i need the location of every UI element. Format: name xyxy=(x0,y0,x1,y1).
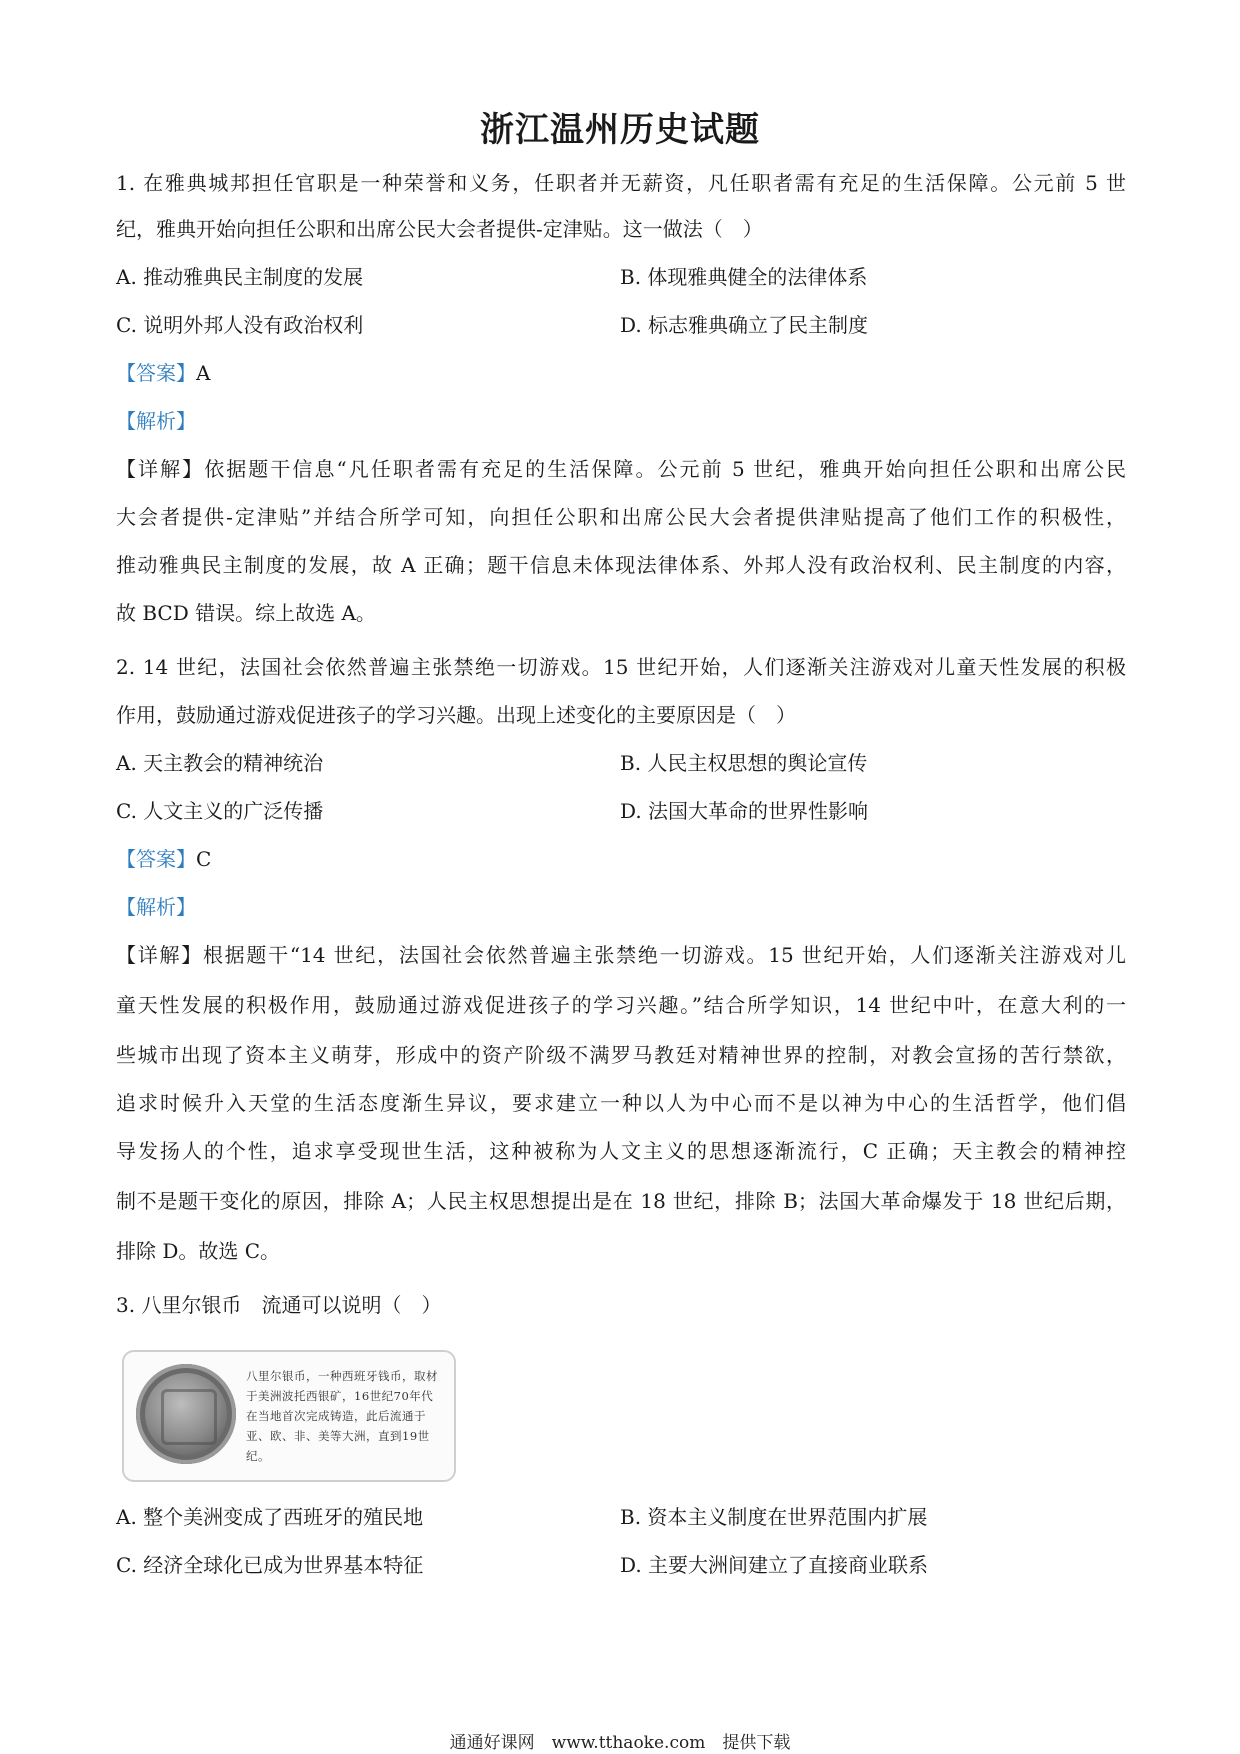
q2-option-a: A. 天主教会的精神统治 xyxy=(116,751,324,775)
answer-value: A xyxy=(196,361,211,385)
q1-option-d: D. 标志雅典确立了民主制度 xyxy=(620,313,869,337)
coin-figure xyxy=(122,1350,456,1482)
answer-tag: 【答案】 xyxy=(116,361,196,385)
q1-stem-line-1: 1. 在雅典城邦担任官职是一种荣誉和义务，任职者并无薪资，凡任职者需有充足的生活保障。公元前 5 世 xyxy=(116,171,1126,195)
q3-option-c: C. 经济全球化已成为世界基本特征 xyxy=(116,1553,424,1577)
q2-detail-line-6: 制不是题干变化的原因，排除 A；人民主权思想提出是在 18 世纪，排除 B；法国大革命爆发于 18 世纪后期， xyxy=(116,1189,1126,1213)
q1-option-c: C. 说明外邦人没有政治权利 xyxy=(116,313,364,337)
q2-answer xyxy=(116,844,211,874)
q2-option-b: B. 人民主权思想的舆论宣传 xyxy=(620,751,868,775)
q2-detail-line-7: 排除 D。故选 C。 xyxy=(116,1239,281,1263)
q2-stem-line-2: 作用，鼓励通过游戏促进孩子的学习兴趣。出现上述变化的主要原因是（ ） xyxy=(116,703,796,727)
q2-option-c: C. 人文主义的广泛传播 xyxy=(116,799,324,823)
q1-option-b: B. 体现雅典健全的法律体系 xyxy=(620,265,868,289)
answer-tag: 【答案】 xyxy=(116,847,196,871)
q3-option-a: A. 整个美洲变成了西班牙的殖民地 xyxy=(116,1505,424,1529)
q2-detail-line-4: 追求时候升入天堂的生活态度渐生异议，要求建立一种以人为中心而不是以神为中心的生活哲学，他们倡 xyxy=(116,1091,1126,1115)
q1-detail-line-3: 推动雅典民主制度的发展，故 A 正确；题干信息未体现法律体系、外邦人没有政治权利、民主制度的内容， xyxy=(116,553,1126,577)
detail-tag: 【详解】 xyxy=(116,457,205,481)
q3-stem: 3. 八里尔银币 流通可以说明（ ） xyxy=(116,1293,442,1317)
answer-value: C xyxy=(196,847,212,871)
detail-text: 依据题干信息“凡任职者需有充足的生活保障。公元前 5 世纪，雅典开始向担任公职和出席公民 xyxy=(204,457,1126,481)
detail-tag: 【详解】 xyxy=(116,943,203,967)
q2-stem-line-1: 2. 14 世纪，法国社会依然普遍主张禁绝一切游戏。15 世纪开始，人们逐渐关注游戏对儿童天性发展的积极 xyxy=(116,655,1126,679)
q1-detail-line-4: 故 BCD 错误。综上故选 A。 xyxy=(116,601,376,625)
q1-answer xyxy=(116,358,210,388)
q3-option-d: D. 主要大洲间建立了直接商业联系 xyxy=(620,1553,929,1577)
q1-option-a: A. 推动雅典民主制度的发展 xyxy=(116,265,364,289)
page-title: 浙江温州历史试题 xyxy=(480,110,760,150)
q1-detail-line-2: 大会者提供-定津贴”并结合所学可知，向担任公职和出席公民大会者提供津贴提高了他们工作的积极性， xyxy=(116,505,1126,529)
q2-analysis-tag: 【解析】 xyxy=(116,895,196,919)
q2-detail-line-2: 童天性发展的积极作用，鼓励通过游戏促进孩子的学习兴趣。”结合所学知识，14 世纪中叶，在意大利的一 xyxy=(116,993,1126,1017)
q2-detail-line-5: 导发扬人的个性，追求享受现世生活，这种被称为人文主义的思想逐渐流行，C 正确；天主教会的精神控 xyxy=(116,1139,1126,1163)
q2-detail-line-1 xyxy=(116,940,1126,970)
q1-stem-line-2: 纪，雅典开始向担任公职和出席公民大会者提供-定津贴。这一做法（ ） xyxy=(116,217,763,241)
figure-caption: 八里尔银币，一种西班牙钱币，取材于美洲波托西银矿，16世纪70年代在当地首次完成铸造，此后流通于亚、欧、非、美等大洲，直到19世纪。 xyxy=(246,1369,438,1463)
page-footer: 通通好课网 www.tthaoke.com 提供下载 xyxy=(449,1733,791,1753)
detail-text: 根据题干“14 世纪，法国社会依然普遍主张禁绝一切游戏。15 世纪开始，人们逐渐关注游戏对儿 xyxy=(202,943,1127,967)
q3-option-b: B. 资本主义制度在世界范围内扩展 xyxy=(620,1505,928,1529)
silver-coin-image xyxy=(136,1364,236,1464)
q2-option-d: D. 法国大革命的世界性影响 xyxy=(620,799,869,823)
q1-analysis-tag: 【解析】 xyxy=(116,409,196,433)
q2-detail-line-3: 些城市出现了资本主义萌芽，形成中的资产阶级不满罗马教廷对精神世界的控制，对教会宣扬的苦行禁欲， xyxy=(116,1043,1126,1067)
q1-detail-line-1 xyxy=(116,454,1126,484)
